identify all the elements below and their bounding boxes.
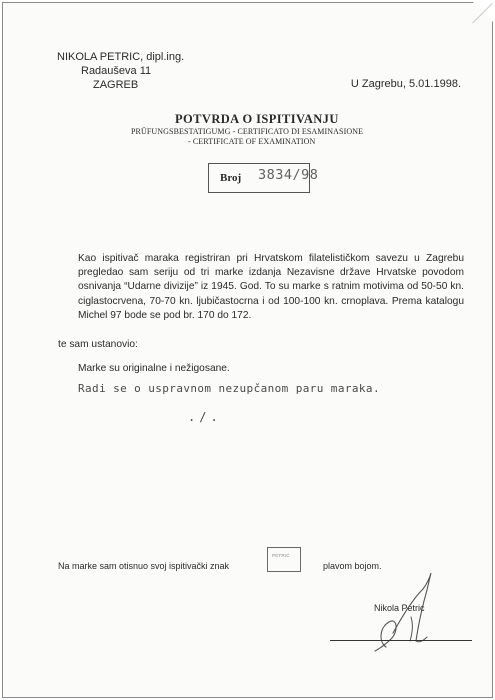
- certificate-page: [2, 2, 493, 698]
- examiner-mark-text: PETRIĆ: [272, 553, 290, 558]
- sender-city: ZAGREB: [93, 79, 139, 91]
- sender-street: Radauševa 11: [81, 65, 152, 77]
- stamp-note-text: Na marke sam otisnuo svoj ispitivački znak: [58, 561, 230, 571]
- typewritten-end-mark: ./.: [188, 410, 222, 424]
- findings-intro: te sam ustanovio:: [58, 339, 138, 350]
- certificate-number-value: 3834/98: [258, 167, 319, 183]
- signature-line: [330, 640, 472, 641]
- handwritten-signature: [353, 571, 453, 666]
- finding-statement: Marke su originalne i nežigosane.: [78, 363, 230, 374]
- stamp-note-color: plavom bojom.: [323, 561, 382, 571]
- signer-name: Nikola Petric: [374, 603, 425, 613]
- document-title: POTVRDA O ISPITIVANJU: [175, 112, 339, 126]
- document-subtitle-line1: PRÜFUNGSBESTATIGUMG - CERTIFICATO DI ESAMINASIONE: [131, 127, 364, 136]
- sender-name: NIKOLA PETRIC, dipl.ing.: [57, 51, 185, 63]
- certificate-number-box: [208, 163, 319, 193]
- document-date: U Zagrebu, 5.01.1998.: [350, 78, 461, 90]
- document-subtitle-line2: - CERTIFICATE OF EXAMINATION: [188, 137, 316, 146]
- sender-address: [57, 50, 184, 92]
- examiner-mark-box: [267, 547, 301, 572]
- typewritten-note: Radi se o uspravnom nezupčanom paru maraka.: [78, 382, 380, 395]
- certificate-number-label: Broj: [220, 172, 242, 184]
- certificate-body-paragraph: Kao ispitivač maraka registriran pri Hrvatskom filatelističkom savezu u Zagrebu pregledao sam seriju od tri marke izdanja Nezavisne države Hrvatske povodom osnivanja “Udarne divizije” iz 1945. God. To su marke s ratnim motivima od 50-50 kn. ciglastocrvena, 70-70 kn. ljubičastocrna i od 100-100 kn. crnoplava. Prema katalogu Michel 97 bode se pod br. 170 do 172.: [78, 253, 464, 321]
